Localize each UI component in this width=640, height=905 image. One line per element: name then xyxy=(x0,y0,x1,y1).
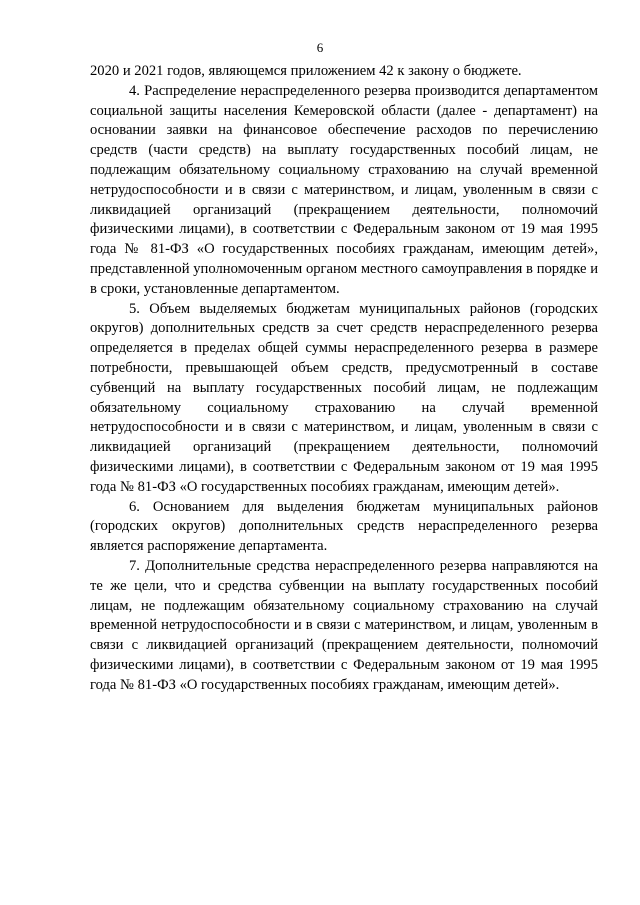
paragraph-6: 6. Основанием для выделения бюджетам муниципальных районов (городских округов) дополнительных средств нераспределенного резерва является распоряжение департамента. xyxy=(90,498,598,555)
paragraph-4: 4. Распределение нераспределенного резерва производится департаментом социальной защиты населения Кемеровской области (далее - департамент) на основании заявки на финансовое обеспечение расходов по перечислению средств (части средств) на выплату государственных пособий лицам, не подлежащим обязательному социальному страхованию на случай временной нетрудоспособности и в связи с материнством, и лицам, уволенным в связи с ликвидацией организаций (прекращением деятельности, полномочий физическими лицами), в соответствии с Федеральным законом от 19 мая 1995 года № 81-ФЗ «О государственных пособиях гражданам, имеющим детей», представленной уполномоченным органом местного самоуправления в порядке и в сроки, установленные департаментом. xyxy=(90,82,598,297)
paragraph-7: 7. Дополнительные средства нераспределенного резерва направляются на те же цели, что и средства субвенции на выплату государственных пособий лицам, не подлежащим обязательному социальному страхованию на случай временной нетрудоспособности и в связи с материнством, и лицам, уволенным в связи с ликвидацией организаций (прекращением деятельности, полномочий физическими лицами), в соответствии с Федеральным законом от 19 мая 1995 года № 81-ФЗ «О государственных пособиях гражданам, имеющим детей». xyxy=(90,557,598,693)
paragraph-5: 5. Объем выделяемых бюджетам муниципальных районов (городских округов) дополнительных средств за счет средств нераспределенного резерва определяется в пределах общей суммы нераспределенного резерва в размере потребности, превышающей объем средств, предусмотренный в составе субвенций на выплату государственных пособий лицам, не подлежащим обязательному социальному страхованию на случай временной нетрудоспособности и в связи с материнством, и лицам, уволенным в связи с ликвидацией организаций (прекращением деятельности, полномочий физическими лицами), в соответствии с Федеральным законом от 19 мая 1995 года № 81-ФЗ «О государственных пособиях гражданам, имеющим детей». xyxy=(90,300,598,495)
page-number: 6 xyxy=(316,40,324,55)
paragraph-continuation: 2020 и 2021 годов, являющемся приложением 42 к закону о бюджете. xyxy=(90,63,522,79)
document-body xyxy=(90,62,598,696)
